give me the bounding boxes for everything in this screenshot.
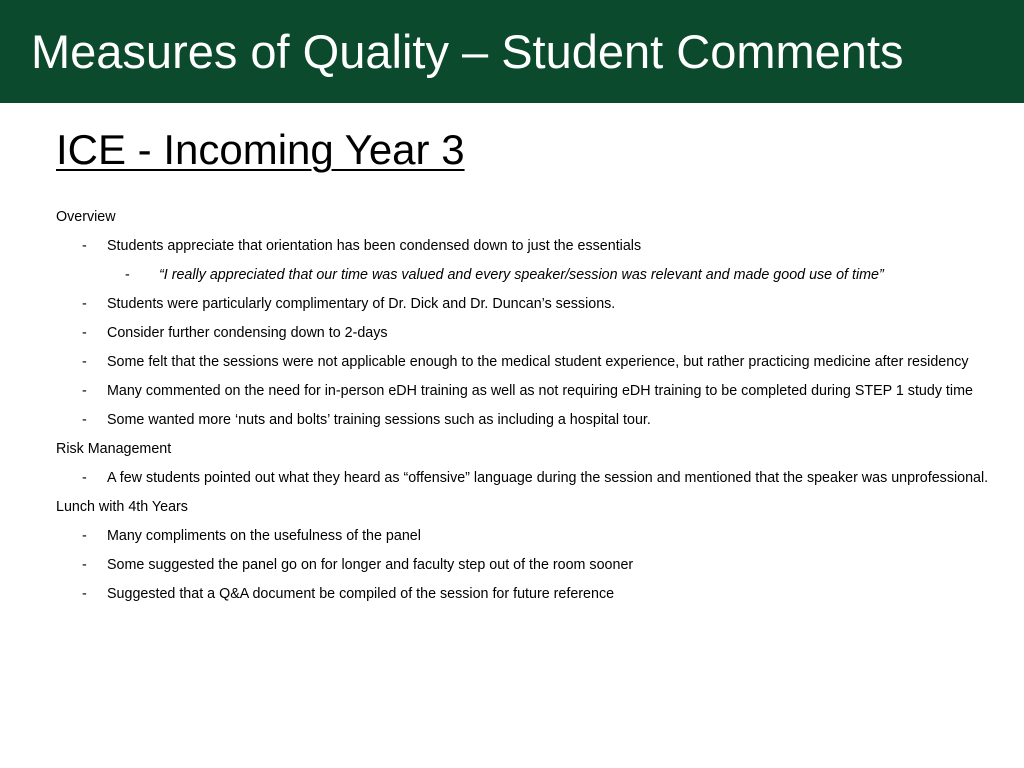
bullet-item	[56, 526, 996, 546]
slide-subtitle: ICE - Incoming Year 3	[56, 126, 465, 173]
bullet-item	[56, 584, 996, 604]
bullet-text: Many compliments on the usefulness of the panel	[107, 528, 421, 544]
bullet-dash: -	[82, 470, 87, 486]
bullet-text: Consider further condensing down to 2-days	[107, 325, 388, 341]
bullet-dash: -	[82, 354, 87, 370]
bullet-item	[56, 555, 996, 575]
bullet-item	[56, 352, 996, 372]
bullet-item	[56, 381, 996, 401]
bullet-dash: -	[82, 412, 87, 428]
title-bar	[0, 0, 1024, 103]
bullet-dash: -	[82, 383, 87, 399]
quote-text: “I really appreciated that our time was valued and every speaker/session was relevant and made good use of time”	[159, 267, 884, 283]
slide-content	[56, 207, 996, 613]
bullet-item	[56, 236, 996, 256]
slide-title: Measures of Quality – Student Comments	[31, 25, 904, 78]
bullet-dash: -	[82, 528, 87, 544]
bullet-text: Suggested that a Q&A document be compiled of the session for future reference	[107, 586, 615, 602]
section-heading-overview: Overview	[56, 209, 116, 225]
bullet-text: Some suggested the panel go on for longer and faculty step out of the room sooner	[107, 557, 634, 573]
bullet-text: Some felt that the sessions were not applicable enough to the medical student experience, but rather practicing medicine after residency	[107, 354, 969, 370]
bullet-dash: -	[82, 238, 87, 254]
bullet-item	[56, 410, 996, 430]
bullet-dash: -	[125, 267, 130, 283]
bullet-text: Students appreciate that orientation has been condensed down to just the essentials	[107, 238, 642, 254]
bullet-item	[56, 294, 996, 314]
bullet-text: Students were particularly complimentary of Dr. Dick and Dr. Duncan’s sessions.	[107, 296, 616, 312]
bullet-dash: -	[82, 325, 87, 341]
section-heading-lunch: Lunch with 4th Years	[56, 499, 188, 515]
bullet-dash: -	[82, 557, 87, 573]
bullet-dash: -	[82, 586, 87, 602]
quote-sub-bullet	[56, 265, 996, 285]
section-heading-risk-management: Risk Management	[56, 441, 172, 457]
bullet-dash: -	[82, 296, 87, 312]
bullet-text: Many commented on the need for in-person eDH training as well as not requiring eDH training to be completed during STEP 1 study time	[107, 383, 973, 399]
bullet-text: Some wanted more ‘nuts and bolts’ training sessions such as including a hospital tour.	[107, 412, 651, 428]
bullet-text: A few students pointed out what they heard as “offensive” language during the session and mentioned that the speaker was unprofessional.	[107, 470, 989, 486]
bullet-item	[56, 323, 996, 343]
bullet-item	[56, 468, 996, 488]
